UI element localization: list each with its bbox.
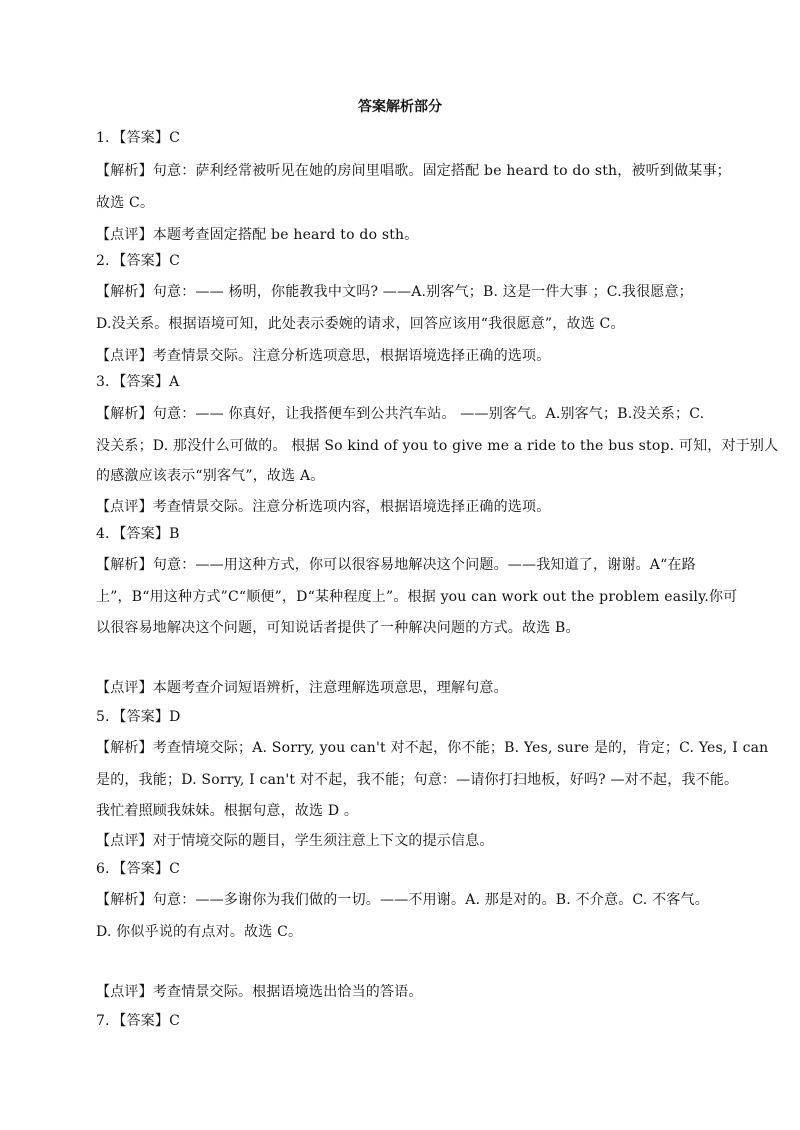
- q4-comment: 【点评】本题考查介词短语辨析，注意理解选项意思，理解句意。: [96, 680, 508, 696]
- q7-answer: 7．【答案】C: [96, 1013, 181, 1029]
- q5-analysis-line: 我忙着照顾我妹妹。根据句意，故选 D 。: [96, 803, 359, 819]
- q6-analysis-line: 【解析】句意：——多谢你为我们做的一切。——不用谢。A. 那是对的。B. 不介意。C. 不客气。: [96, 892, 709, 908]
- q3-comment: 【点评】考查情景交际。注意分析选项内容，根据语境选择正确的选项。: [96, 499, 551, 515]
- q6-comment: 【点评】考查情景交际。根据语境选出恰当的答语。: [96, 984, 423, 1000]
- q3-analysis-line: 【解析】句意：—— 你真好，让我搭便车到公共汽车站。 ——别客气。A.别客气；B.没关系；C.: [96, 406, 705, 422]
- q2-analysis-line: D.没关系。根据语境可知，此处表示委婉的请求，回答应该用“我很愿意”，故选 C。: [96, 316, 625, 332]
- q1-analysis-line: 故选 C。: [96, 195, 155, 211]
- q6-answer: 6．【答案】C: [96, 861, 181, 877]
- q2-analysis-line: 【解析】句意：—— 杨明，你能教我中文吗? ——A.别客气；B. 这是一件大事 ；C.我很愿意；: [96, 284, 693, 300]
- q6-analysis-line: D. 你似乎说的有点对。故选 C。: [96, 924, 303, 940]
- q5-analysis-line: 【解析】考查情境交际；A. Sorry, you can't 对不起，你不能；B. Yes, sure 是的，肯定；C. Yes, I can: [96, 740, 769, 756]
- q2-comment: 【点评】考查情景交际。注意分析选项意思，根据语境选择正确的选项。: [96, 348, 551, 364]
- q1-comment: 【点评】本题考查固定搭配 be heard to do sth。: [96, 227, 419, 243]
- q4-analysis-line: 以很容易地解决这个问题，可知说话者提供了一种解决问题的方式。故选 B。: [96, 620, 580, 636]
- q4-analysis-line: 【解析】句意：——用这种方式，你可以很容易地解决这个问题。——我知道了，谢谢。A“在路: [96, 557, 696, 573]
- q1-answer: 1．【答案】C: [96, 130, 181, 146]
- q5-analysis-line: 是的，我能；D. Sorry, I can't 对不起，我不能；句意：—请你打扫地板，好吗? —对不起，我不能。: [96, 772, 739, 788]
- q4-answer: 4．【答案】B: [96, 526, 180, 542]
- q5-comment: 【点评】对于情境交际的题目，学生须注意上下文的提示信息。: [96, 833, 494, 849]
- page-title: 答案解析部分: [358, 99, 442, 115]
- q2-answer: 2．【答案】C: [96, 253, 181, 269]
- q1-analysis-line: 【解析】句意：萨利经常被听见在她的房间里唱歌。固定搭配 be heard to do sth，被听到做某事；: [96, 163, 731, 179]
- q3-analysis-line: 的感激应该表示“别客气”，故选 A。: [96, 468, 325, 484]
- q3-analysis-line: 没关系；D. 那没什么可做的。 根据 So kind of you to give me a ride to the bus stop. 可知，对于别人: [96, 438, 779, 454]
- q5-answer: 5．【答案】D: [96, 709, 181, 725]
- q4-analysis-line: 上”，B“用这种方式”C“顺便”，D“某种程度上”。根据 you can work out the problem easily.你可: [96, 589, 738, 605]
- q3-answer: 3．【答案】A: [96, 374, 180, 390]
